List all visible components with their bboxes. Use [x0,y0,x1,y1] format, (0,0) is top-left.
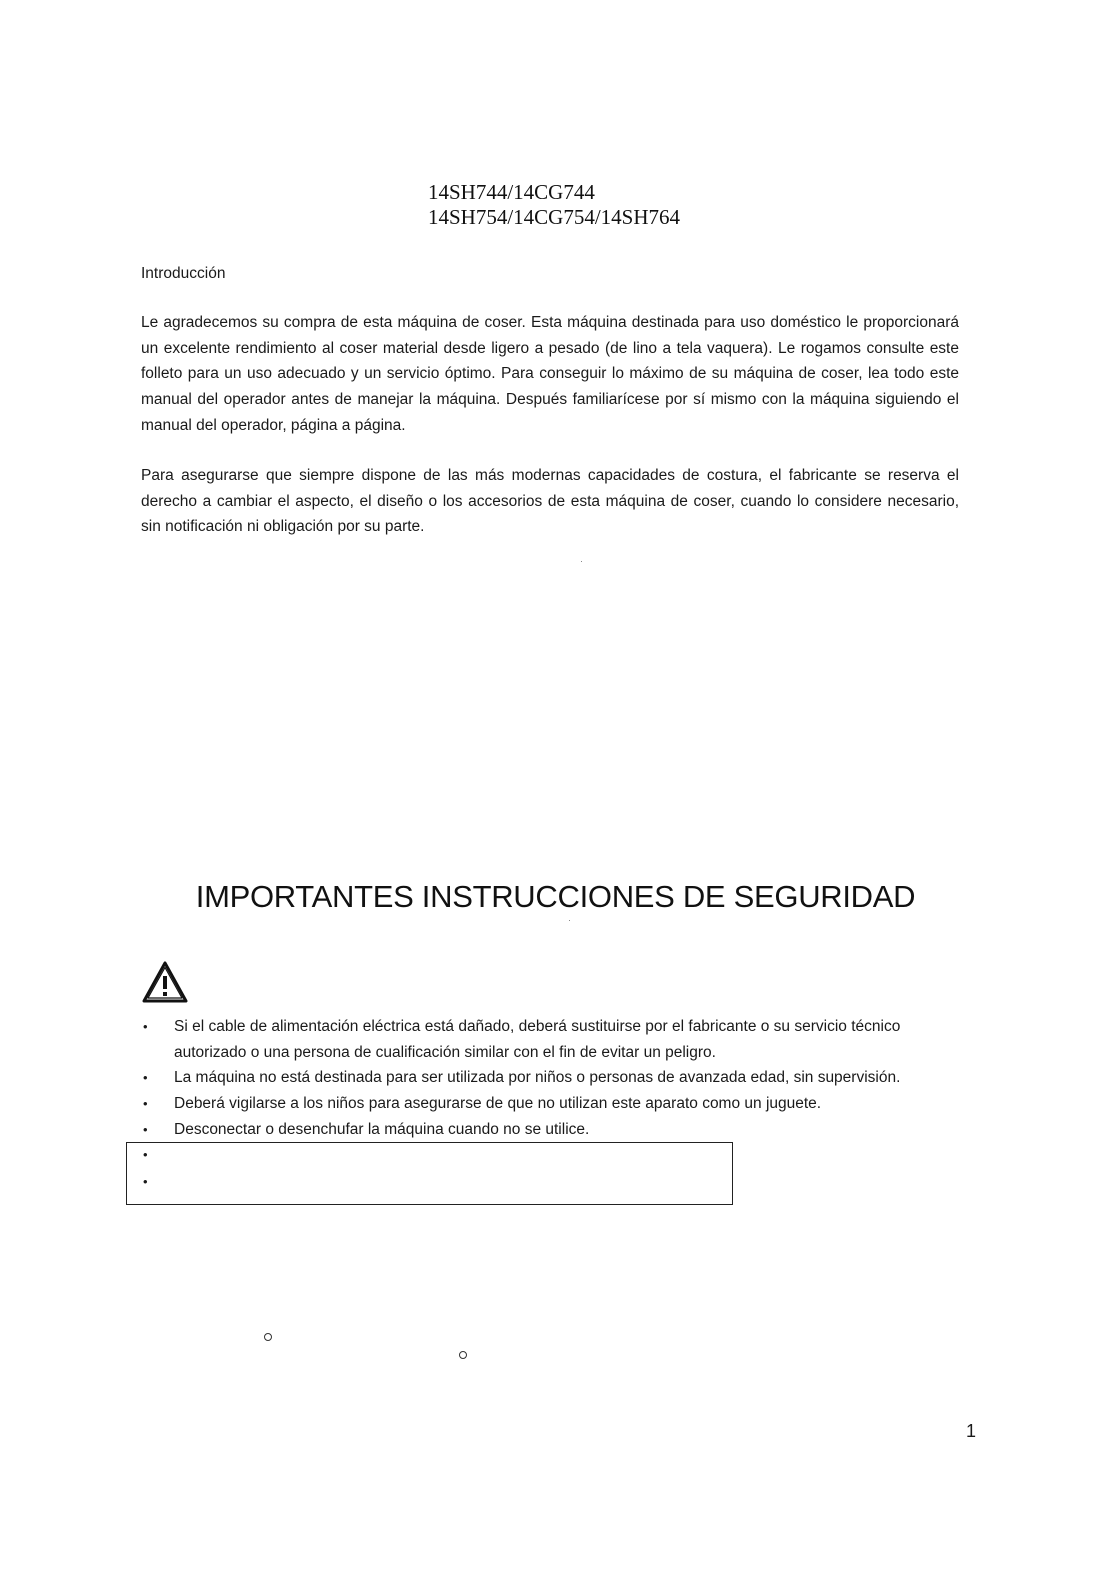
intro-heading: Introducción [141,265,226,282]
page-number: 1 [966,1421,977,1441]
intro-paragraph-1: Le agradecemos su compra de esta máquina de coser. Esta máquina destinada para uso doméstico le proporcionará un excelente rendimiento al coser material desde ligero a pesado (de lino a tela vaquera). Le rogamos consulte este folleto para un uso adecuado y un servicio óptimo. Para conseguir lo máximo de su máquina de coser, lea todo este manual del operador antes de manejar la máquina. Después familiarícese por sí mismo con la máquina siguiendo el manual del operador, página a página. [141,314,959,434]
safety-item [141,1014,961,1065]
safety-item [141,1091,961,1117]
empty-bullet-box [126,1142,733,1205]
safety-item-text: Desconectar o desenchufar la máquina cuando no se utilice. [174,1120,590,1138]
safety-item [141,1065,961,1091]
bullet-dot: • [143,1070,148,1086]
bullet-dot: • [143,1121,148,1137]
models-line-1: 14SH744/14CG744 [428,180,595,204]
bullet-dot: • [143,1096,148,1112]
scan-speck [569,920,570,921]
safety-item-text: La máquina no está destinada para ser utilizada por niños o personas de avanzada edad, sin supervisión. [174,1069,901,1087]
bullet-dot: • [143,1174,148,1189]
scan-speck [581,561,582,562]
bullet-dot: • [143,1019,148,1034]
small-circle-icon [264,1333,272,1341]
safety-item [141,1117,961,1143]
bullet-dot: • [143,1147,148,1162]
intro-paragraph-2: Para asegurarse que siempre dispone de las más modernas capacidades de costura, el fabricante se reserva el derecho a cambiar el aspecto, el diseño o los accesorios de esta máquina de coser, cuando lo considere necesario, sin notificación ni obligación por su parte. [141,467,959,536]
model-numbers [428,180,680,230]
small-circle-icon [459,1351,467,1359]
safety-list [141,1014,961,1143]
warning-triangle-icon [141,960,189,1004]
safety-item-text: Si el cable de alimentación eléctrica está dañado, deberá sustituirse por el fabricante o su servicio técnico autorizado o una persona de cualificación similar con el fin de evitar un peligro. [174,1018,901,1061]
models-line-2: 14SH754/14CG754/14SH764 [428,205,681,229]
safety-item-text: Deberá vigilarse a los niños para asegurarse de que no utilizan este aparato como un juguete. [174,1095,822,1113]
safety-title: IMPORTANTES INSTRUCCIONES DE SEGURIDAD [195,879,916,914]
